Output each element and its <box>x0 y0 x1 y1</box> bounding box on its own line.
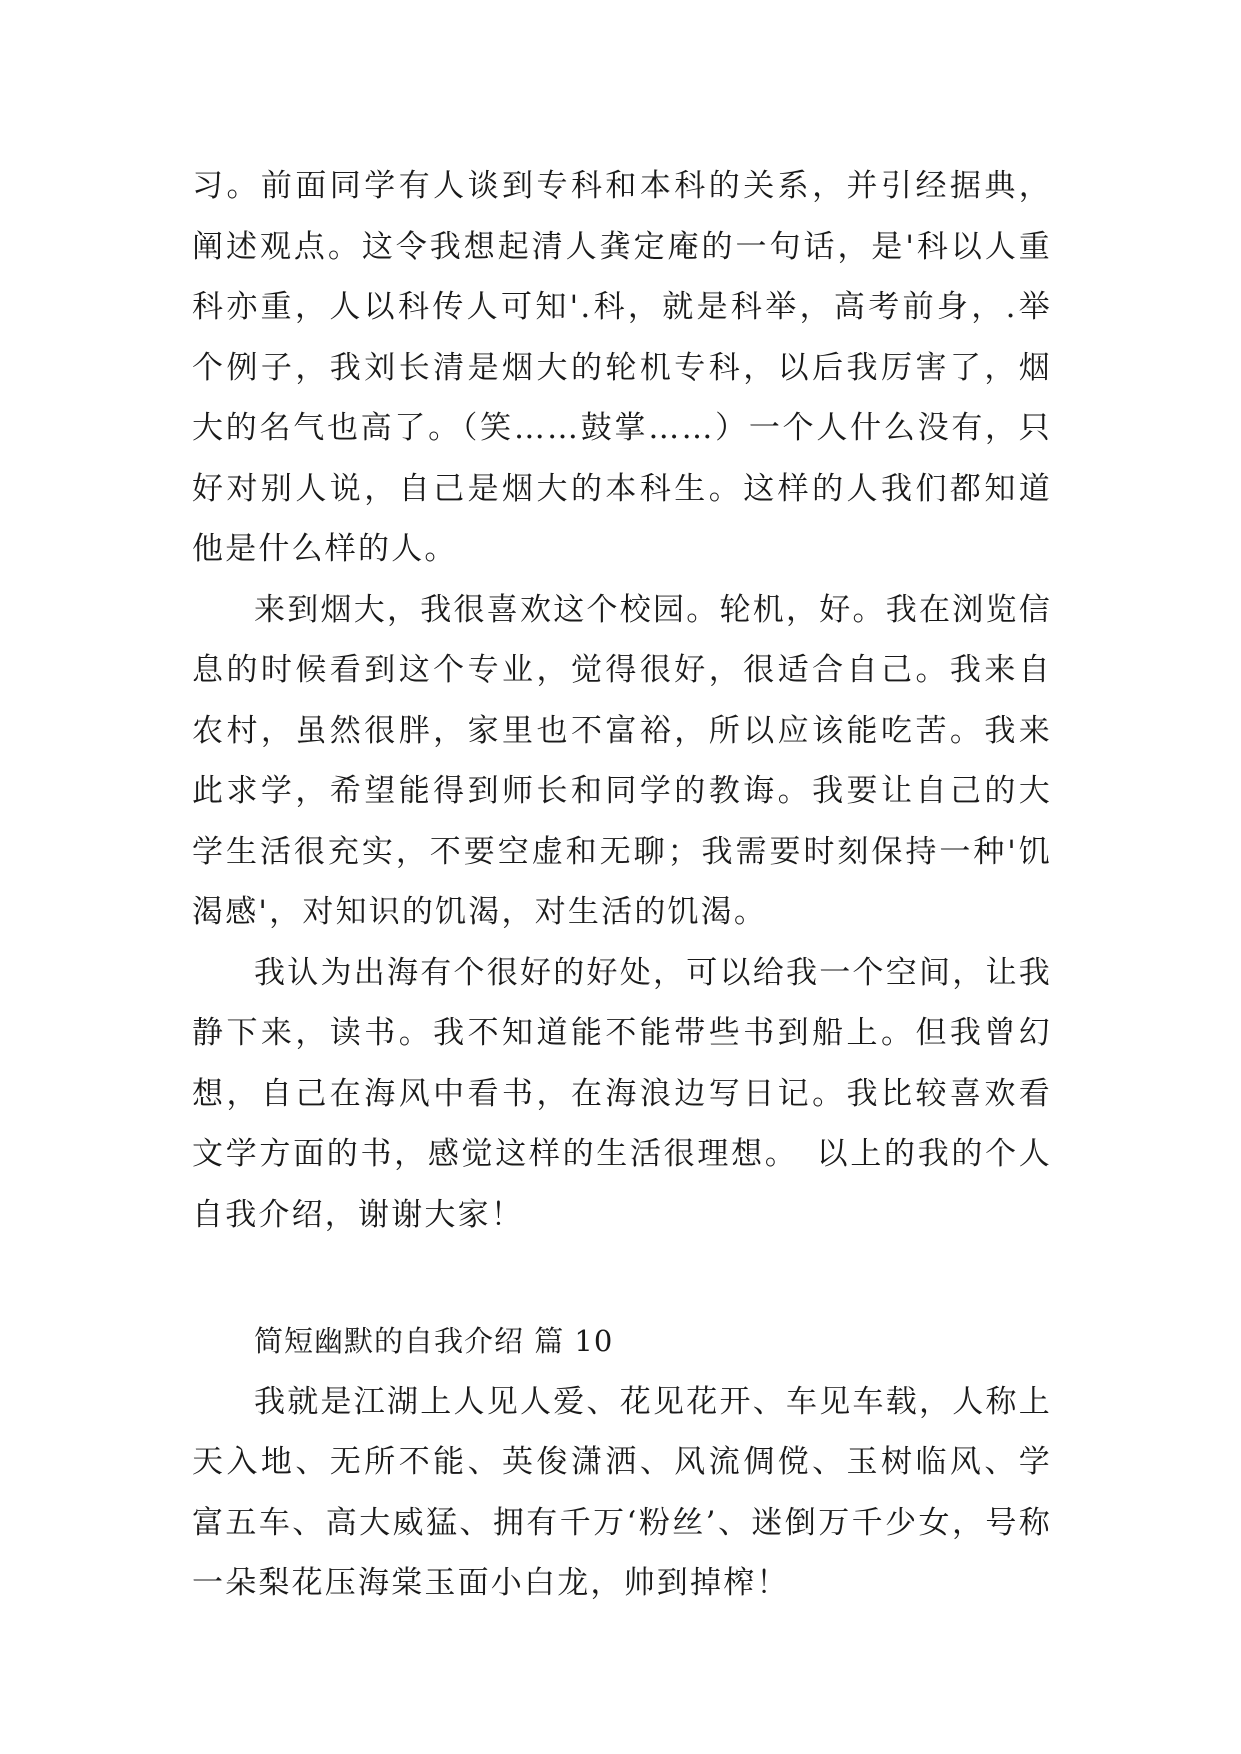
paragraph-sea: 我认为出海有个很好的好处，可以给我一个空间，让我静下来，读书。我不知道能不能带些书到船上。但我曾幻想，自己在海风中看书，在海浪边写日记。我比较喜欢看文学方面的书，感觉这样的生活很理想。 以上的我的个人自我介绍，谢谢大家！ <box>192 954 1052 1233</box>
paragraph-continuation: 习。前面同学有人谈到专科和本科的关系，并引经据典，阐述观点。这令我想起清人龚定庵的一句话，是'科以人重科亦重，人以科传人可知'.科，就是科举，高考前身，.举个例子，我刘长清是烟大的轮机专科，以后我厉害了，烟大的名气也高了。（笑……鼓掌……）一个人什么没有，只好对别人说，自己是烟大的本科生。这样的人我们都知道他是什么样的人。 <box>192 168 1052 567</box>
paragraph-campus: 来到烟大，我很喜欢这个校园。轮机，好。我在浏览信息的时候看到这个专业，觉得很好，很适合自己。我来自农村，虽然很胖，家里也不富裕，所以应该能吃苦。我来此求学，希望能得到师长和同学的教诲。我要让自己的大学生活很充实，不要空虚和无聊；我需要时刻保持一种'饥渴感'，对知识的饥渴，对生活的饥渴。 <box>192 591 1052 930</box>
section-heading: 简短幽默的自我介绍 篇 10 <box>254 1324 614 1358</box>
paragraph-intro: 我就是江湖上人见人爱、花见花开、车见车载，人称上天入地、无所不能、英俊潇洒、风流倜傥、玉树临风、学富五车、高大威猛、拥有千万‘粉丝’、迷倒万千少女，号称一朵梨花压海棠玉面小白龙，帅到掉榨！ <box>192 1383 1052 1601</box>
document-body <box>192 156 1052 1614</box>
